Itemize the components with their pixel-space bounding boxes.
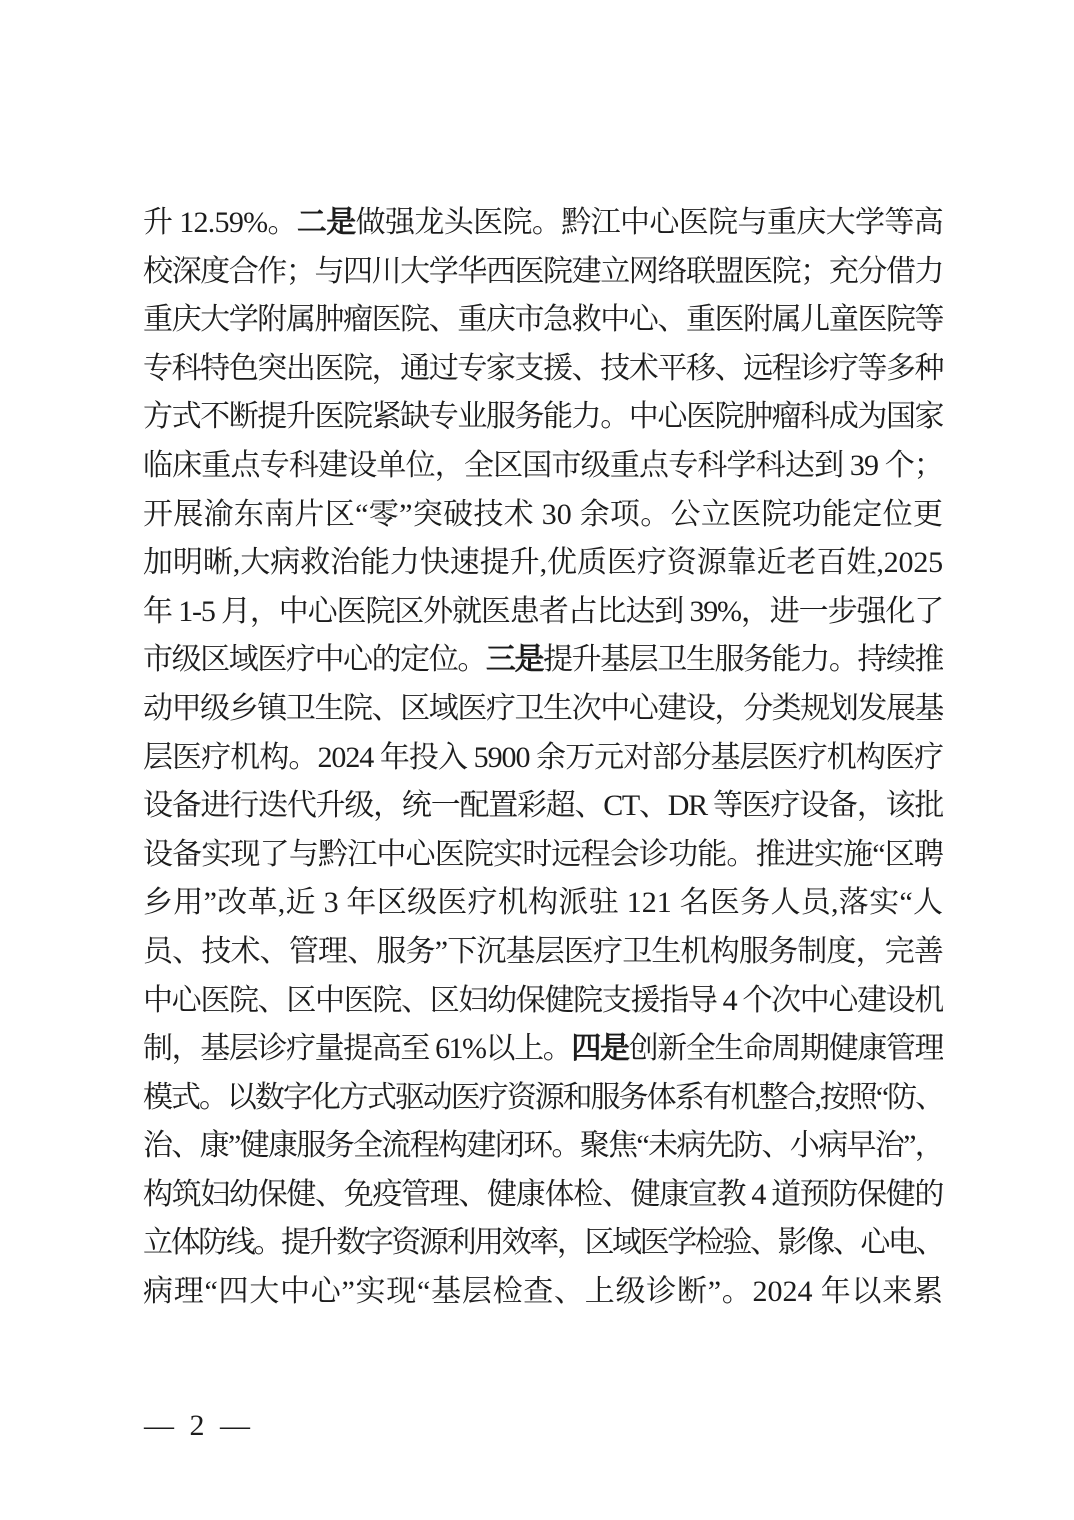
document-body (143, 199, 943, 1317)
body-text: 加明晰,大病救治能力快速提升,优质医疗资源靠近老百姓,2025 (143, 546, 943, 580)
emphasis-text: 二是 (296, 206, 356, 239)
text-line (143, 879, 943, 928)
text-line (143, 928, 943, 977)
body-text: 制，基层诊疗量提高至 61%以上。 (143, 1032, 572, 1066)
text-line (143, 491, 943, 540)
body-text: 治、康”健康服务全流程构建闭环。聚焦“未病先防、小病早治”， (143, 1129, 943, 1163)
body-text: 提升基层卫生服务能力。持续推 (543, 643, 943, 677)
body-text: 做强龙头医院。黔江中心医院与重庆大学等高 (355, 206, 943, 239)
body-text: 市级区域医疗中心的定位。 (143, 643, 486, 677)
text-line (143, 636, 943, 685)
body-text: 方式不断提升医院紧缺专业服务能力。中心医院肿瘤科成为国家 (143, 400, 943, 434)
text-line (143, 345, 943, 394)
text-line (143, 782, 943, 831)
body-text: 中心医院、区中医院、区妇幼保健院支援指导 4 个次中心建设机 (143, 983, 943, 1017)
body-text: 立体防线。提升数字资源利用效率，区域医学检验、影像、心电、 (143, 1226, 943, 1260)
body-text: 员、技术、管理、服务”下沉基层医疗卫生机构服务制度，完善 (143, 934, 943, 968)
body-text: 重庆大学附属肿瘤医院、重庆市急救中心、重医附属儿童医院等 (143, 303, 943, 337)
body-text: 乡用”改革,近 3 年区级医疗机构派驻 121 名医务人员,落实“人 (143, 886, 943, 920)
text-line (143, 1025, 943, 1074)
body-text: 设备实现了与黔江中心医院实时远程会诊功能。推进实施“区聘 (143, 837, 943, 871)
text-line (143, 539, 943, 588)
text-line (143, 1122, 943, 1171)
text-line (143, 248, 943, 297)
emphasis-text: 四是 (571, 1032, 629, 1066)
body-text: 年 1-5 月，中心医院区外就医患者占比达到 39%，进一步强化了 (143, 594, 943, 628)
text-line (143, 831, 943, 880)
body-text: 开展渝东南片区“零”突破技术 30 余项。公立医院功能定位更 (143, 497, 943, 531)
body-text: 病理“四大中心”实现“基层检查、上级诊断”。2024 年以来累 (143, 1275, 943, 1309)
body-text: 创新全生命周期健康管理 (628, 1032, 943, 1066)
body-text: 升 12.59%。 (143, 206, 297, 239)
text-line (143, 734, 943, 783)
text-line (143, 1219, 943, 1268)
body-text: 动甲级乡镇卫生院、区域医疗卫生次中心建设，分类规划发展基 (143, 691, 943, 725)
body-text: 校深度合作；与四川大学华西医院建立网络联盟医院；充分借力 (143, 254, 943, 288)
text-line (143, 393, 943, 442)
body-text: 临床重点专科建设单位，全区国市级重点专科学科达到 39 个； (143, 448, 943, 482)
text-line (143, 685, 943, 734)
body-text: 构筑妇幼保健、免疫管理、健康体检、健康宣教 4 道预防保健的 (143, 1177, 943, 1211)
body-text: 设备进行迭代升级，统一配置彩超、CT、DR 等医疗设备，该批 (143, 789, 943, 823)
page-footer (144, 1406, 250, 1446)
body-text: 模式。以数字化方式驱动医疗资源和服务体系有机整合,按照“防、 (143, 1080, 943, 1114)
page-number: — 2 — (144, 1409, 250, 1442)
body-text: 层医疗机构。2024 年投入 5900 余万元对部分基层医疗机构医疗 (143, 740, 943, 774)
text-line (143, 442, 943, 491)
emphasis-text: 三是 (485, 643, 544, 677)
text-line (143, 1171, 943, 1220)
text-line (143, 296, 943, 345)
text-line (143, 1268, 943, 1317)
text-line (143, 1074, 943, 1123)
body-text: 专科特色突出医院，通过专家支援、技术平移、远程诊疗等多种 (143, 351, 943, 385)
text-line (143, 977, 943, 1026)
text-line (143, 199, 943, 248)
text-line (143, 588, 943, 637)
